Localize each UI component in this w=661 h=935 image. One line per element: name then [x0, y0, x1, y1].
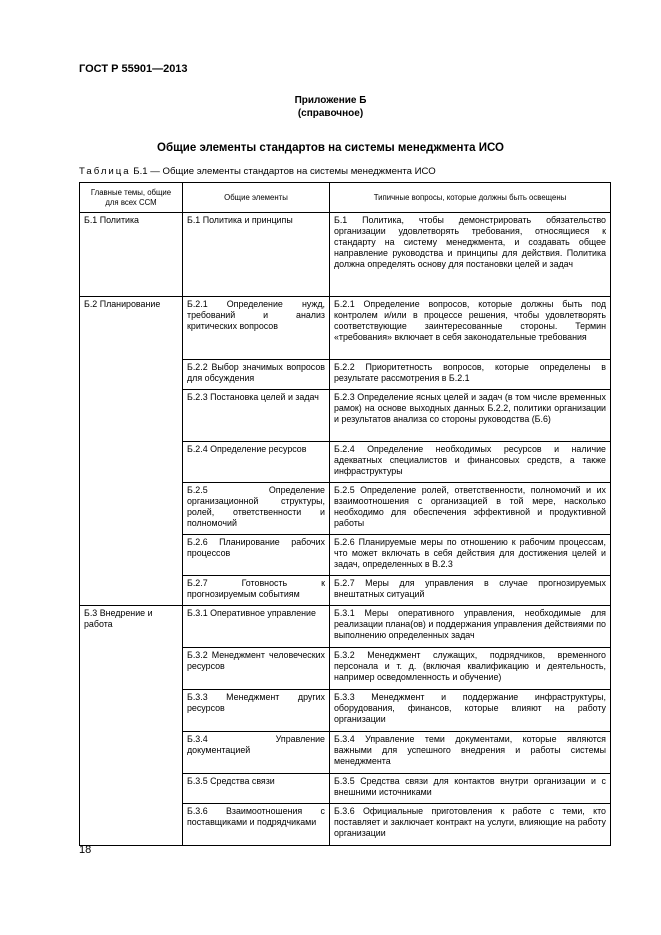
common-elements-table — [79, 182, 611, 846]
topic-cell: Б.2 Планирование — [80, 297, 183, 606]
appendix-title: Приложение Б — [294, 95, 367, 106]
table-row — [80, 606, 611, 648]
question-cell: Б.3.4 Управление теми документами, которые являются важными для успешного внедрения и работы системы менеджмента — [330, 732, 611, 774]
table-row — [80, 213, 611, 297]
topic-cell: Б.1 Политика — [80, 213, 183, 297]
question-cell: Б.1 Политика, чтобы демонстрировать обязательство организации удовлетворять требования, относящиеся к стандарту на систему менеджмента, и создавать общее направление руководства и принципы для действия. Политика должна определять основу для постановки целей и задач — [330, 213, 611, 297]
page-number: 18 — [79, 844, 92, 856]
element-cell: Б.3.6 Взаимоотношения с поставщиками и подрядчиками — [183, 804, 330, 846]
question-cell: Б.3.3 Менеджмент и поддержание инфраструктуры, оборудования, финансов, которые влияют на работу организации — [330, 690, 611, 732]
question-cell: Б.3.5 Средства связи для контактов внутри организации и с внешними источниками — [330, 774, 611, 804]
element-cell: Б.3.5 Средства связи — [183, 774, 330, 804]
section-title: Общие элементы стандартов на системы менеджмента ИСО — [157, 142, 504, 154]
table-header-row — [80, 183, 611, 213]
table-caption — [79, 166, 436, 177]
element-cell: Б.3.1 Оперативное управление — [183, 606, 330, 648]
question-cell: Б.2.1 Определение вопросов, которые должны быть под контролем и/или в процессе решения, чтобы удовлетворять соответствующие заинтересованные стороны. Термин «требования» включает в себя законодательные требования — [330, 297, 611, 360]
element-cell: Б.3.3 Менеджмент других ресурсов — [183, 690, 330, 732]
question-cell: Б.2.3 Определение ясных целей и задач (в том числе временных рамок) на основе выходных данных Б.2.2, политики организации и результатов анализа со стороны руководства (Б.6) — [330, 390, 611, 442]
element-cell: Б.2.7 Готовность к прогнозируемым событиям — [183, 576, 330, 606]
document-code: ГОСТ Р 55901—2013 — [79, 63, 188, 75]
table-caption-text: Б.1 — Общие элементы стандартов на системы менеджмента ИСО — [130, 166, 436, 177]
element-cell: Б.3.2 Менеджмент человеческих ресурсов — [183, 648, 330, 690]
element-cell: Б.2.5 Определение организационной структуры, ролей, ответственности и полномочий — [183, 483, 330, 535]
element-cell: Б.1 Политика и принципы — [183, 213, 330, 297]
appendix-heading — [0, 94, 661, 120]
header-questions: Типичные вопросы, которые должны быть освещены — [330, 183, 611, 213]
element-cell: Б.2.3 Постановка целей и задач — [183, 390, 330, 442]
element-cell: Б.3.4 Управление документацией — [183, 732, 330, 774]
element-cell: Б.2.4 Определение ресурсов — [183, 442, 330, 483]
question-cell: Б.3.1 Меры оперативного управления, необходимые для реализации плана(ов) и поддержания управления действиями по выполнению определенных задач — [330, 606, 611, 648]
header-elements: Общие элементы — [183, 183, 330, 213]
question-cell: Б.3.6 Официальные приготовления к работе с теми, кто поставляет и заключает контракт на услуги, влияющие на работу организации — [330, 804, 611, 846]
table-row — [80, 297, 611, 360]
question-cell: Б.2.4 Определение необходимых ресурсов и наличие адекватных специалистов и финансовых средств, а также инфраструктуры — [330, 442, 611, 483]
header-topics: Главные темы, общие для всех ССМ — [80, 183, 183, 213]
table-caption-prefix: Таблица — [79, 166, 131, 177]
appendix-subtitle: (справочное) — [297, 108, 364, 119]
question-cell: Б.3.2 Менеджмент служащих, подрядчиков, временного персонала и т. д. (включая квалификацию и деятельность, например осведомленность и обучение) — [330, 648, 611, 690]
element-cell: Б.2.1 Определение нужд, требований и анализ критических вопросов — [183, 297, 330, 360]
question-cell: Б.2.7 Меры для управления в случае прогнозируемых внештатных ситуаций — [330, 576, 611, 606]
question-cell: Б.2.2 Приоритетность вопросов, которые определены в результате рассмотрения в Б.2.1 — [330, 360, 611, 390]
question-cell: Б.2.5 Определение ролей, ответственности, полномочий и их взаимоотношения с организацией в той мере, насколько необходимо для обеспечения эффективной и продуктивной работы — [330, 483, 611, 535]
topic-cell: Б.3 Внедрение и работа — [80, 606, 183, 846]
question-cell: Б.2.6 Планируемые меры по отношению к рабочим процессам, что может включать в себя действия для достижения целей и задач, определенных в В.2.3 — [330, 535, 611, 576]
element-cell: Б.2.2 Выбор значимых вопросов для обсуждения — [183, 360, 330, 390]
element-cell: Б.2.6 Планирование рабочих процессов — [183, 535, 330, 576]
